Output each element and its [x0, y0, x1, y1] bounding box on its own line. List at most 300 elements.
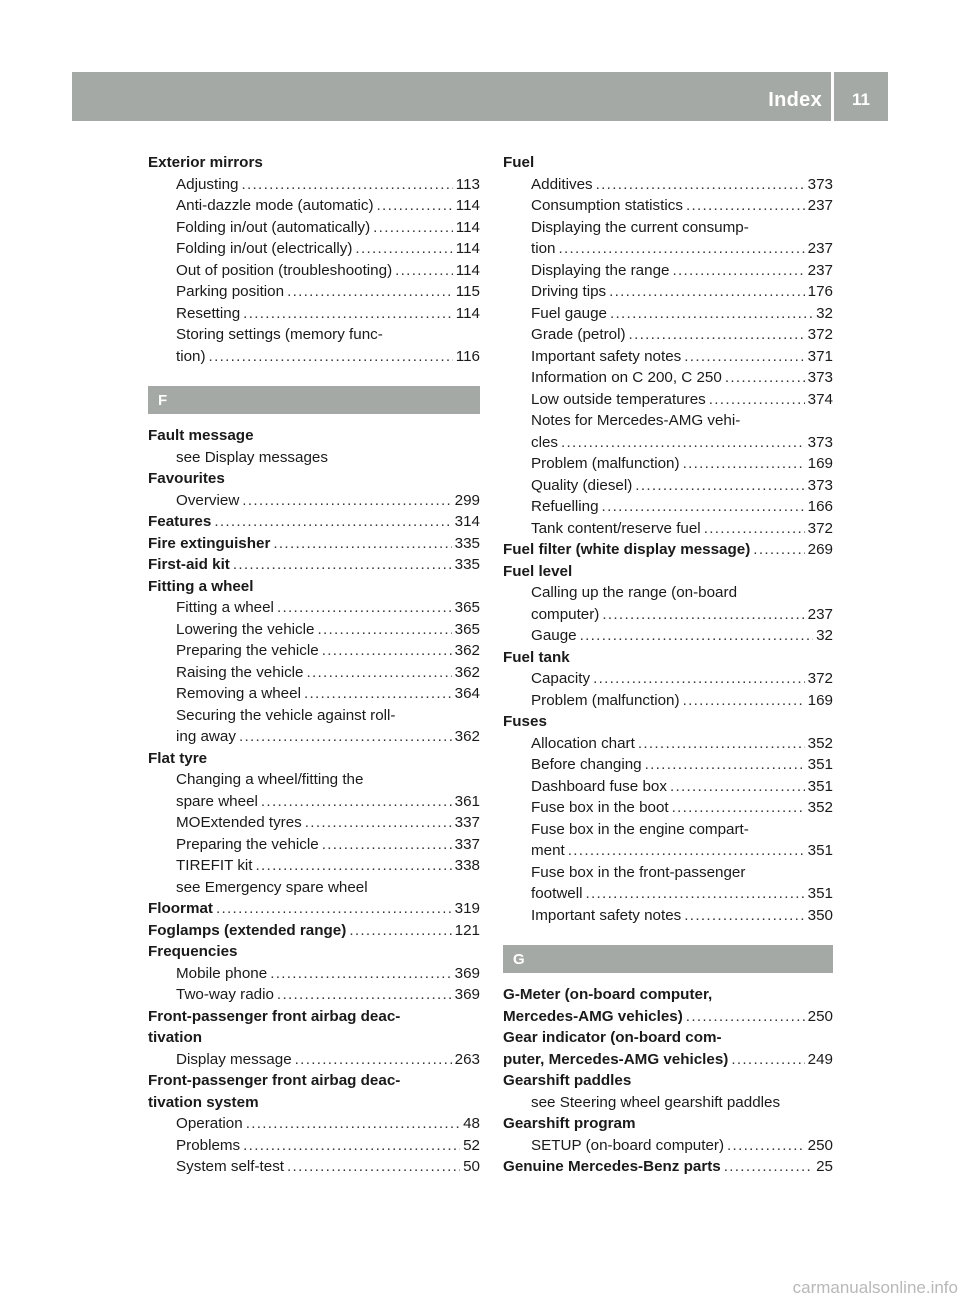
page-reference[interactable]: 269 [807, 541, 833, 558]
index-subentry[interactable] [148, 812, 480, 834]
entry-text: tion [531, 240, 556, 257]
index-subentry[interactable] [148, 195, 480, 217]
entry-text: First-aid kit [148, 556, 230, 573]
index-subentry[interactable] [148, 1135, 480, 1157]
page-reference[interactable]: 116 [455, 347, 480, 365]
page-reference[interactable]: 169 [807, 691, 833, 709]
entry-text: Resetting [176, 304, 241, 322]
index-heading [503, 1113, 833, 1135]
page-reference[interactable]: 374 [807, 390, 833, 408]
index-subentry[interactable] [503, 281, 833, 303]
page-reference[interactable]: 48 [463, 1115, 480, 1132]
index-column-right [503, 152, 833, 1178]
dot-leader [295, 1049, 452, 1071]
index-subentry[interactable] [148, 791, 480, 813]
entry-text: Mercedes-AMG vehicles) [503, 1007, 683, 1025]
index-heading [148, 748, 480, 770]
index-subentry[interactable] [503, 174, 833, 196]
dot-leader [395, 260, 453, 282]
dot-leader [322, 834, 452, 856]
entry-text: Mobile phone [176, 964, 268, 982]
page-reference[interactable]: 114 [455, 261, 480, 279]
index-subentry[interactable] [148, 303, 480, 325]
dot-leader [277, 984, 452, 1006]
index-subentry[interactable] [148, 238, 480, 260]
index-subentry [148, 877, 480, 899]
entry-text: Overview [176, 491, 240, 509]
entry-text: Lowering the vehicle [176, 620, 315, 638]
index-subentry[interactable] [148, 281, 480, 303]
index-subentry[interactable] [148, 726, 480, 748]
page-reference[interactable]: 249 [807, 1050, 833, 1068]
page-reference[interactable]: 115 [455, 283, 480, 300]
dot-leader [683, 690, 805, 712]
index-subentry[interactable] [503, 797, 833, 819]
index-subentry [148, 769, 480, 791]
dot-leader [704, 518, 805, 540]
entry-text: Problem (malfunction) [531, 691, 680, 709]
entry-text: Fuse box in the front-passenger [531, 863, 746, 881]
page-reference[interactable]: 32 [816, 304, 833, 322]
entry-text: Front-passenger front airbag deac- [148, 1072, 401, 1089]
entry-text: Capacity [531, 670, 591, 687]
index-subentry[interactable] [148, 984, 480, 1006]
index-subentry[interactable] [148, 963, 480, 985]
page-reference[interactable]: 52 [463, 1136, 480, 1154]
page-reference[interactable]: 351 [807, 885, 833, 902]
dot-leader [355, 238, 452, 260]
dot-leader [684, 905, 804, 927]
index-heading[interactable] [503, 539, 833, 561]
dot-leader [753, 539, 804, 561]
dot-leader [686, 195, 805, 217]
index-subentry[interactable] [148, 597, 480, 619]
index-subentry[interactable] [503, 733, 833, 755]
index-heading[interactable] [503, 1006, 833, 1028]
index-subentry [503, 1092, 833, 1114]
index-heading [148, 152, 480, 174]
index-subentry[interactable] [148, 1113, 480, 1135]
dot-leader [645, 754, 805, 776]
index-heading [503, 984, 833, 1006]
dot-leader [214, 511, 451, 533]
entry-text: ing away [176, 728, 236, 745]
page-reference[interactable]: 176 [807, 283, 833, 300]
index-subentry[interactable] [503, 238, 833, 260]
page-reference[interactable]: 362 [454, 642, 480, 659]
page-reference[interactable]: 335 [454, 534, 480, 552]
page-reference[interactable]: 351 [807, 842, 833, 859]
dot-leader [306, 662, 451, 684]
index-subentry [503, 410, 833, 432]
index-heading [503, 1027, 833, 1049]
page-reference[interactable]: 372 [807, 519, 833, 537]
index-heading [148, 425, 480, 447]
index-subentry[interactable] [148, 1049, 480, 1071]
entry-text: Securing the vehicle against roll- [176, 706, 396, 724]
index-heading [503, 647, 833, 669]
index-heading[interactable] [148, 898, 480, 920]
header-title: Index [768, 89, 822, 111]
dot-leader [635, 475, 804, 497]
index-subentry[interactable] [503, 367, 833, 389]
page-reference[interactable]: 372 [807, 326, 833, 343]
page-reference[interactable]: 373 [807, 369, 833, 386]
page-reference[interactable]: 114 [455, 218, 480, 236]
index-subentry[interactable] [148, 683, 480, 705]
entry-text: Notes for Mercedes-AMG vehi- [531, 412, 741, 429]
entry-text: System self-test [176, 1158, 285, 1175]
dot-leader [724, 1156, 813, 1178]
entry-text: Low outside temperatures [531, 390, 706, 408]
index-subentry[interactable] [148, 1156, 480, 1178]
section-letter-header: F [148, 386, 480, 414]
entry-text: Gearshift program [503, 1115, 636, 1132]
entry-text: Raising the vehicle [176, 663, 304, 681]
index-heading[interactable] [148, 554, 480, 576]
page-reference[interactable]: 373 [807, 175, 833, 193]
index-subentry[interactable] [148, 855, 480, 877]
page-reference[interactable]: 25 [816, 1158, 833, 1175]
entry-text: Dashboard fuse box [531, 777, 667, 795]
dot-leader [277, 597, 452, 619]
index-subentry[interactable] [148, 260, 480, 282]
entry-text: G-Meter (on-board computer, [503, 986, 713, 1003]
entry-text: Problem (malfunction) [531, 455, 680, 472]
dot-leader [596, 174, 805, 196]
page-reference[interactable]: 169 [807, 455, 833, 472]
index-heading [148, 468, 480, 490]
index-subentry [503, 582, 833, 604]
dot-leader [256, 855, 452, 877]
entry-text: Fire extinguisher [148, 534, 271, 552]
dot-leader [683, 453, 805, 475]
entry-text: SETUP (on-board computer) [531, 1136, 725, 1154]
dot-leader [727, 1135, 805, 1157]
index-subentry[interactable] [148, 662, 480, 684]
index-subentry[interactable] [503, 389, 833, 411]
entry-text: Driving tips [531, 283, 607, 300]
page-reference[interactable]: 365 [454, 620, 480, 638]
dot-leader [209, 346, 453, 368]
index-subentry[interactable] [503, 883, 833, 905]
entry-text: puter, Mercedes-AMG vehicles) [503, 1050, 729, 1068]
dot-leader [593, 668, 805, 690]
page-reference[interactable]: 351 [807, 777, 833, 795]
dot-leader [287, 281, 453, 303]
index-subentry[interactable] [503, 905, 833, 927]
entry-text: Fuel filter (white display message) [503, 541, 751, 558]
dot-leader [559, 238, 805, 260]
entry-text: Fuel gauge [531, 304, 607, 322]
index-heading[interactable] [148, 920, 480, 942]
entry-text: Adjusting [176, 175, 239, 193]
entry-text: Floormat [148, 900, 213, 917]
index-subentry[interactable] [503, 324, 833, 346]
entry-text: Before changing [531, 756, 642, 773]
page-reference[interactable]: 319 [454, 900, 480, 917]
entry-text: Fitting a wheel [176, 599, 274, 616]
index-column-left [148, 152, 480, 1178]
entry-text: Fuse box in the engine compart- [531, 820, 749, 838]
entry-text: Calling up the range (on-board [531, 584, 738, 601]
entry-text: Fault message [148, 427, 254, 444]
index-subentry [148, 324, 480, 346]
page-reference[interactable]: 263 [454, 1050, 480, 1068]
page-reference[interactable]: 369 [454, 986, 480, 1003]
entry-text: Foglamps (extended range) [148, 921, 347, 939]
index-subentry[interactable] [503, 840, 833, 862]
dot-leader [610, 303, 813, 325]
index-subentry[interactable] [503, 453, 833, 475]
page-reference[interactable]: 32 [816, 627, 833, 644]
index-subentry [148, 705, 480, 727]
dot-leader [377, 195, 453, 217]
entry-text: Allocation chart [531, 734, 635, 752]
index-subentry[interactable] [148, 619, 480, 641]
index-heading [148, 1006, 480, 1028]
index-subentry[interactable] [148, 640, 480, 662]
entry-text: see Display messages [176, 448, 328, 466]
page-reference[interactable]: 237 [807, 197, 833, 214]
index-heading [148, 1070, 480, 1092]
index-subentry[interactable] [148, 834, 480, 856]
entry-text: Changing a wheel/fitting the [176, 771, 364, 788]
dot-leader [349, 920, 451, 942]
index-heading [503, 711, 833, 733]
entry-text: see Emergency spare wheel [176, 878, 368, 896]
index-subentry[interactable] [148, 174, 480, 196]
entry-text: Front-passenger front airbag deac- [148, 1007, 401, 1025]
entry-text: Grade (petrol) [531, 326, 626, 343]
entry-text: Fuel [503, 154, 535, 171]
page-reference[interactable]: 337 [454, 814, 480, 831]
entry-text: Operation [176, 1115, 243, 1132]
page-reference[interactable]: 373 [807, 476, 833, 494]
page-reference[interactable]: 371 [807, 347, 833, 365]
index-subentry[interactable] [503, 754, 833, 776]
entry-text: Fuel level [503, 562, 573, 580]
entry-text: Display message [176, 1050, 292, 1068]
entry-text: Fuse box in the boot [531, 799, 669, 816]
dot-leader [233, 554, 452, 576]
index-subentry[interactable] [503, 690, 833, 712]
dot-leader [672, 260, 804, 282]
index-heading[interactable] [503, 1156, 833, 1178]
page-reference[interactable]: 237 [807, 261, 833, 279]
index-subentry[interactable] [503, 625, 833, 647]
index-subentry[interactable] [503, 475, 833, 497]
dot-leader [304, 683, 452, 705]
index-subentry[interactable] [148, 346, 480, 368]
entry-text: see Steering wheel gearshift paddles [531, 1093, 781, 1111]
page-reference[interactable]: 338 [454, 857, 480, 874]
dot-leader [287, 1156, 460, 1178]
entry-text: Tank content/reserve fuel [531, 519, 701, 537]
page-reference[interactable]: 113 [455, 175, 480, 193]
dot-leader [216, 898, 452, 920]
entry-text: Important safety notes [531, 347, 682, 365]
entry-text: Out of position (troubleshooting) [176, 261, 393, 279]
entry-text: Information on C 200, C 250 [531, 369, 722, 386]
entry-text: tion) [176, 347, 206, 365]
page-reference[interactable]: 337 [454, 835, 480, 853]
entry-text: Problems [176, 1136, 241, 1154]
entry-text: Preparing the vehicle [176, 642, 319, 659]
entry-text: Favourites [148, 470, 225, 487]
index-subentry[interactable] [503, 496, 833, 518]
dot-leader [670, 776, 805, 798]
dot-leader [586, 883, 805, 905]
index-heading [503, 1070, 833, 1092]
page-reference[interactable]: 335 [454, 556, 480, 573]
index-subentry[interactable] [503, 195, 833, 217]
dot-leader [731, 1049, 804, 1071]
entry-text: Parking position [176, 283, 285, 300]
dot-leader [725, 367, 805, 389]
entry-text: Fuel tank [503, 648, 570, 666]
index-heading[interactable] [148, 533, 480, 555]
entry-text: Frequencies [148, 943, 238, 960]
page-reference[interactable]: 372 [807, 670, 833, 687]
index-heading [148, 1092, 480, 1114]
dot-leader [242, 490, 451, 512]
entry-text: Displaying the range [531, 261, 670, 279]
page-reference[interactable]: 365 [454, 599, 480, 616]
index-subentry [148, 447, 480, 469]
entry-text: Gearshift paddles [503, 1072, 632, 1089]
dot-leader [322, 640, 452, 662]
dot-leader [373, 217, 453, 239]
dot-leader [672, 797, 805, 819]
section-letter-header: G [503, 945, 833, 973]
dot-leader [684, 346, 804, 368]
index-subentry[interactable] [503, 1135, 833, 1157]
entry-text: Fitting a wheel [148, 577, 254, 595]
index-subentry[interactable] [148, 490, 480, 512]
page-reference[interactable]: 352 [807, 799, 833, 816]
entry-text: Gear indicator (on-board com- [503, 1029, 722, 1046]
page-number: 11 [852, 90, 870, 109]
index-subentry[interactable] [503, 518, 833, 540]
index-heading[interactable] [148, 511, 480, 533]
entry-text: Gauge [531, 627, 577, 644]
dot-leader [243, 303, 453, 325]
entry-text: Features [148, 513, 212, 530]
page-reference[interactable]: 121 [454, 921, 480, 939]
page-header [72, 72, 888, 121]
entry-text: Folding in/out (automatically) [176, 218, 371, 236]
dot-leader [246, 1113, 460, 1135]
dot-leader [305, 812, 452, 834]
index-subentry[interactable] [503, 346, 833, 368]
index-subentry [503, 862, 833, 884]
page-reference[interactable]: 250 [807, 1007, 833, 1025]
entry-text: tivation system [148, 1093, 259, 1111]
entry-text: Consumption statistics [531, 197, 683, 214]
dot-leader [629, 324, 805, 346]
entry-text: Important safety notes [531, 906, 682, 924]
dot-leader [241, 174, 452, 196]
index-heading [503, 152, 833, 174]
dot-leader [609, 281, 805, 303]
page-reference[interactable]: 351 [807, 756, 833, 773]
dot-leader [602, 496, 805, 518]
entry-text: Two-way radio [176, 986, 274, 1003]
index-subentry[interactable] [503, 604, 833, 626]
page-reference[interactable]: 50 [463, 1158, 480, 1175]
dot-leader [243, 1135, 460, 1157]
index-subentry[interactable] [148, 217, 480, 239]
page-reference[interactable]: 237 [807, 240, 833, 257]
dot-leader [317, 619, 451, 641]
index-subentry[interactable] [503, 668, 833, 690]
watermark: carmanualsonline.info [792, 1278, 958, 1297]
index-heading [503, 561, 833, 583]
index-subentry[interactable] [503, 776, 833, 798]
entry-text: Fuses [503, 713, 547, 730]
entry-text: tivation [148, 1029, 203, 1046]
index-heading[interactable] [503, 1049, 833, 1071]
entry-text: ment [531, 842, 565, 859]
entry-text: Anti-dazzle mode (automatic) [176, 197, 374, 214]
dot-leader [709, 389, 805, 411]
page-reference[interactable]: 166 [807, 498, 833, 515]
entry-text: Exterior mirrors [148, 154, 263, 171]
entry-text: footwell [531, 885, 583, 902]
page-reference[interactable]: 362 [454, 728, 480, 745]
index-heading [148, 941, 480, 963]
index-subentry[interactable] [503, 260, 833, 282]
page-reference[interactable]: 369 [454, 964, 480, 982]
dot-leader [638, 733, 805, 755]
dot-leader [568, 840, 805, 862]
page-reference[interactable]: 237 [807, 605, 833, 623]
entry-text: Flat tyre [148, 749, 208, 767]
index-subentry[interactable] [503, 303, 833, 325]
entry-text: computer) [531, 605, 600, 623]
page-reference[interactable]: 361 [454, 792, 480, 810]
entry-text: Displaying the current consump- [531, 218, 749, 236]
entry-text: Removing a wheel [176, 685, 301, 702]
page-reference[interactable]: 314 [454, 513, 480, 530]
page-reference[interactable]: 352 [807, 734, 833, 752]
entry-text: Additives [531, 175, 593, 193]
page-reference[interactable]: 114 [455, 197, 480, 214]
entry-text: Genuine Mercedes-Benz parts [503, 1158, 721, 1175]
entry-text: Quality (diesel) [531, 476, 633, 494]
page-reference[interactable]: 362 [454, 663, 480, 681]
entry-text: Preparing the vehicle [176, 835, 319, 853]
page-reference[interactable]: 299 [454, 491, 480, 509]
index-heading [148, 576, 480, 598]
dot-leader [261, 791, 452, 813]
page-reference[interactable]: 114 [455, 240, 480, 257]
entry-text: spare wheel [176, 792, 258, 810]
entry-text: cles [531, 433, 559, 451]
dot-leader [270, 963, 451, 985]
index-subentry [503, 217, 833, 239]
page-reference[interactable]: 350 [807, 906, 833, 924]
dot-leader [580, 625, 813, 647]
page-reference[interactable]: 250 [807, 1136, 833, 1154]
entry-text: Folding in/out (electrically) [176, 240, 353, 257]
page-reference[interactable]: 364 [454, 685, 480, 702]
index-subentry[interactable] [503, 432, 833, 454]
index-subentry [503, 819, 833, 841]
page-reference[interactable]: 373 [807, 433, 833, 451]
page-reference[interactable]: 114 [455, 304, 480, 322]
